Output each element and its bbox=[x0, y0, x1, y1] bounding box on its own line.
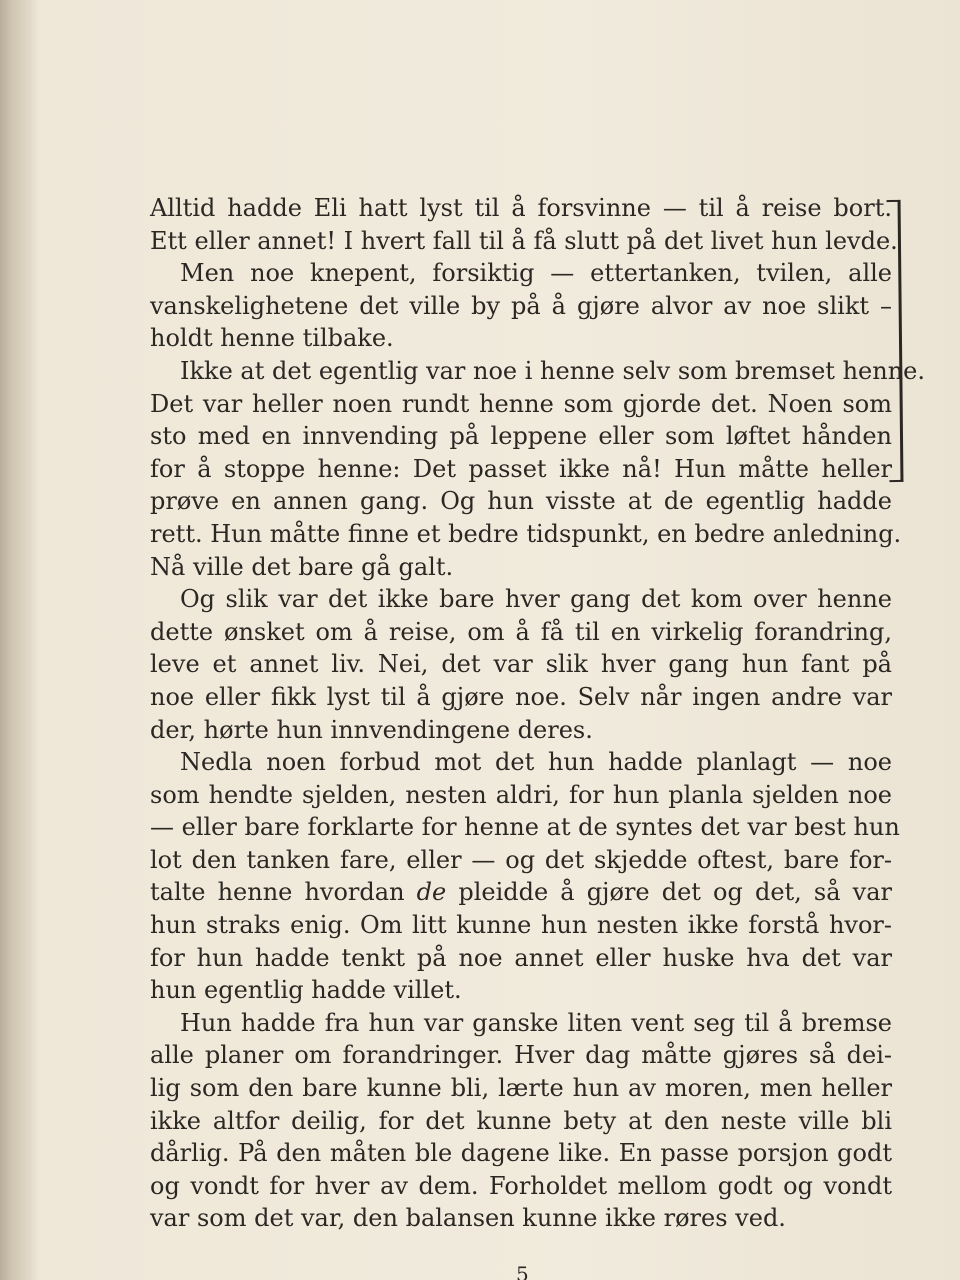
text-line: Det var heller noen rundt henne som gjorde det. Noen som bbox=[150, 389, 892, 418]
text-line: holdt henne tilbake. bbox=[150, 324, 394, 353]
text-line: var som det var, den balansen kunne ikke røres ved. bbox=[150, 1204, 786, 1233]
text-line: og vondt for hver av dem. Forholdet mellom godt og vondt bbox=[150, 1171, 892, 1200]
text-line: leve et annet liv. Nei, det var slik hver gang hun fant på bbox=[150, 650, 892, 679]
text-line: dette ønsket om å reise, om å få til en virkelig forandring, bbox=[150, 617, 892, 646]
text-line: dårlig. På den måten ble dagene like. En passe porsjon godt bbox=[150, 1139, 892, 1168]
text-line: Nedla noen forbud mot det hun hadde planlagt — noe bbox=[180, 748, 892, 777]
text-line: lig som den bare kunne bli, lærte hun av moren, men heller bbox=[150, 1074, 892, 1103]
paragraph bbox=[150, 1007, 892, 1235]
italic-word: de bbox=[416, 878, 447, 907]
text-line: alle planer om forandringer. Hver dag måtte gjøres så dei- bbox=[150, 1041, 892, 1070]
paragraph bbox=[150, 257, 892, 355]
paragraph bbox=[150, 746, 900, 1007]
text-line: Men noe knepent, forsiktig — ettertanken, tvilen, alle bbox=[180, 259, 892, 288]
text-line: Og slik var det ikke bare hver gang det kom over henne bbox=[180, 585, 892, 614]
text-line: Ikke at det egentlig var noe i henne selv som bremset henne. bbox=[180, 356, 925, 385]
text-line: noe eller fikk lyst til å gjøre noe. Selv når ingen andre var bbox=[150, 682, 892, 711]
text-line: lot den tanken fare, eller — og det skjedde oftest, bare for- bbox=[150, 845, 892, 874]
text-line: talte henne hvordan de pleidde å gjøre det og det, så var bbox=[150, 878, 892, 907]
margin-bracket-mark bbox=[887, 200, 904, 482]
text-line: rett. Hun måtte finne et bedre tidspunkt, en bedre anledning. bbox=[150, 519, 902, 548]
paragraph bbox=[150, 355, 925, 583]
text-line: hun straks enig. Om litt kunne hun nesten ikke forstå hvor- bbox=[150, 911, 892, 940]
text-line: Nå ville det bare gå galt. bbox=[150, 552, 454, 581]
text-line: vanskelighetene det ville by på å gjøre alvor av noe slikt – bbox=[150, 291, 892, 320]
text-line: ikke altfor deilig, for det kunne bety at den neste ville bli bbox=[150, 1106, 892, 1135]
text-line: for hun hadde tenkt på noe annet eller huske hva det var bbox=[150, 943, 892, 972]
text-line: Alltid hadde Eli hatt lyst til å forsvinne — til å reise bort. bbox=[150, 194, 892, 222]
page-number: 5 bbox=[516, 1262, 529, 1280]
text-line: prøve en annen gang. Og hun visste at de egentlig hadde bbox=[150, 487, 892, 516]
text-line: — eller bare forklarte for henne at de syntes det var best hun bbox=[150, 813, 900, 842]
text-line: Hun hadde fra hun var ganske liten vent seg til å bremse bbox=[180, 1008, 892, 1037]
text-line: som hendte sjelden, nesten aldri, for hun planla sjelden noe bbox=[150, 780, 892, 809]
text-line: sto med en innvending på leppene eller som løftet hånden bbox=[150, 422, 892, 451]
body-text bbox=[150, 192, 925, 1235]
text-line: for å stoppe henne: Det passet ikke nå! Hun måtte heller bbox=[150, 454, 892, 483]
book-gutter bbox=[0, 0, 40, 1280]
paragraph bbox=[150, 583, 892, 746]
text-line: hun egentlig hadde villet. bbox=[150, 976, 462, 1005]
paragraph bbox=[150, 192, 898, 257]
text-line: der, hørte hun innvendingene deres. bbox=[150, 715, 593, 744]
text-line: Ett eller annet! I hvert fall til å få slutt på det livet hun levde. bbox=[150, 226, 898, 255]
